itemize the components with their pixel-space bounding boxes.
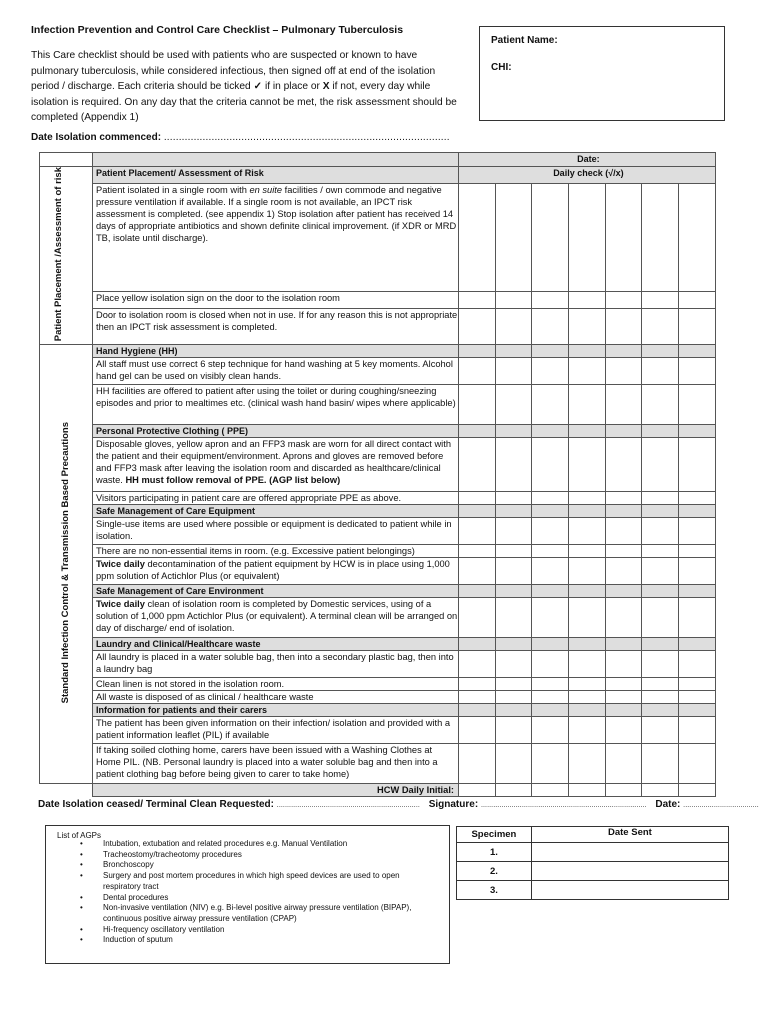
- daily-check-cell[interactable]: [495, 309, 532, 345]
- criteria-cell: [93, 717, 459, 744]
- section-header: Safe Management of Care Environment: [93, 585, 459, 598]
- daily-check-cell[interactable]: [642, 358, 679, 385]
- criteria-cell: [93, 492, 459, 505]
- daily-check-cell: [642, 585, 679, 598]
- agp-item: • Surgery and post mortem procedures in which high speed devices are used to open respiratory tract: [88, 871, 428, 892]
- daily-check-cell: [459, 505, 496, 518]
- agp-title: List of AGPs: [57, 831, 102, 840]
- daily-check-cell[interactable]: [679, 309, 716, 345]
- specimen-row-label: 2.: [457, 862, 532, 881]
- daily-check-cell[interactable]: [679, 518, 716, 545]
- daily-check-cell[interactable]: [605, 184, 642, 291]
- criteria-cell: [93, 651, 459, 678]
- daily-check-cell: [605, 638, 642, 651]
- daily-check-cell[interactable]: [569, 558, 606, 585]
- checklist-row: [40, 291, 716, 308]
- daily-check-cell[interactable]: [605, 518, 642, 545]
- daily-check-cell[interactable]: [459, 784, 496, 797]
- daily-check-cell[interactable]: [459, 651, 496, 678]
- daily-check-cell: [642, 638, 679, 651]
- daily-check-cell[interactable]: [495, 784, 532, 797]
- daily-check-cell[interactable]: [642, 438, 679, 492]
- daily-check-cell: [459, 585, 496, 598]
- daily-check-cell[interactable]: [495, 558, 532, 585]
- agp-item: • Bronchoscopy: [88, 860, 428, 871]
- daily-check-cell[interactable]: [459, 309, 496, 345]
- section-header-row: [40, 425, 716, 438]
- daily-check-cell[interactable]: [459, 691, 496, 704]
- criteria-text: There are no non-essential items in room. (e.g. Excessive patient belongings): [96, 546, 415, 557]
- daily-check-cell[interactable]: [679, 184, 716, 291]
- daily-check-cell: [495, 704, 532, 717]
- agp-list-box: [45, 825, 450, 964]
- daily-check-cell[interactable]: [495, 744, 532, 784]
- daily-check-cell[interactable]: [679, 358, 716, 385]
- criteria-cell: [93, 385, 459, 425]
- daily-check-cell[interactable]: [679, 291, 716, 308]
- daily-check-cell: [532, 585, 569, 598]
- daily-check-cell[interactable]: [605, 784, 642, 797]
- section-header-row: [40, 638, 716, 651]
- checklist-row: [40, 184, 716, 291]
- daily-check-cell[interactable]: [569, 545, 606, 558]
- tick-symbol: ✓: [253, 81, 263, 92]
- criteria-text: All staff must use correct 6 step technique for hand washing at 5 key moments. Alcohol hand gel can be used on visibly clean hands.: [96, 359, 453, 382]
- daily-check-cell: [679, 425, 716, 438]
- criteria-cell: [93, 518, 459, 545]
- daily-check-cell[interactable]: [495, 518, 532, 545]
- checklist-row: [40, 438, 716, 492]
- daily-check-cell: [495, 638, 532, 651]
- section-header: Laundry and Clinical/Healthcare waste: [93, 638, 459, 651]
- date-sent-cell[interactable]: [531, 843, 728, 862]
- section-header: Information for patients and their carers: [93, 704, 459, 717]
- criteria-cell: [93, 545, 459, 558]
- daily-check-cell[interactable]: [532, 184, 569, 291]
- specimen-table: [456, 826, 729, 900]
- daily-check-cell[interactable]: [605, 545, 642, 558]
- x-symbol: X: [322, 81, 330, 92]
- date-commenced-dots: ................................................................................................: [163, 132, 450, 143]
- daily-check-cell[interactable]: [459, 358, 496, 385]
- daily-check-cell[interactable]: [569, 492, 606, 505]
- daily-check-cell[interactable]: [569, 184, 606, 291]
- daily-check-cell[interactable]: [569, 385, 606, 425]
- criteria-text: Door to isolation room is closed when not in use. If for any reason this is not appropriate then an IPCT risk assessment is completed.: [96, 310, 458, 333]
- daily-check-cell[interactable]: [495, 184, 532, 291]
- daily-check-cell[interactable]: [459, 545, 496, 558]
- chi-label: CHI:: [491, 62, 512, 73]
- daily-check-cell[interactable]: [532, 598, 569, 638]
- criteria-emphasis: Twice daily: [96, 559, 145, 570]
- daily-check-cell: [569, 585, 606, 598]
- daily-check-cell: [679, 704, 716, 717]
- daily-check-cell[interactable]: [495, 691, 532, 704]
- daily-check-cell: [459, 704, 496, 717]
- daily-check-cell[interactable]: [605, 598, 642, 638]
- specimen-row-label: 3.: [457, 881, 532, 900]
- specimen-header: Specimen: [457, 827, 532, 843]
- patient-name-label: Patient Name:: [491, 35, 558, 46]
- daily-check-cell[interactable]: [642, 492, 679, 505]
- daily-check-cell[interactable]: [569, 358, 606, 385]
- criteria-text: Patient isolated in a single room with: [96, 185, 250, 196]
- criteria-text: All laundry is placed in a water soluble bag, then into a secondary plastic bag, then into a laundry bag: [96, 652, 454, 675]
- checklist-row: [40, 385, 716, 425]
- section-header: Personal Protective Clothing ( PPE): [93, 425, 459, 438]
- placement-header-row: [40, 167, 716, 184]
- daily-check-cell: [679, 638, 716, 651]
- hcw-initial-label: HCW Daily Initial:: [93, 784, 459, 797]
- ceased-label: Date Isolation ceased/ Terminal Clean Requested:: [38, 799, 274, 810]
- daily-check-cell[interactable]: [569, 691, 606, 704]
- checklist-row: [40, 678, 716, 691]
- checklist-row: [40, 309, 716, 345]
- daily-check-cell[interactable]: [532, 518, 569, 545]
- daily-check-cell[interactable]: [532, 558, 569, 585]
- daily-check-cell[interactable]: [569, 784, 606, 797]
- daily-check-cell[interactable]: [532, 385, 569, 425]
- daily-check-cell[interactable]: [532, 309, 569, 345]
- checklist-row: [40, 691, 716, 704]
- daily-check-cell[interactable]: [679, 492, 716, 505]
- daily-check-cell: [569, 345, 606, 358]
- daily-check-cell[interactable]: [459, 291, 496, 308]
- daily-check-cell[interactable]: [642, 678, 679, 691]
- signature-label: Signature:: [428, 799, 479, 810]
- criteria-cell: [93, 291, 459, 308]
- daily-check-cell[interactable]: [605, 691, 642, 704]
- hcw-side-blank: [40, 784, 93, 797]
- criteria-cell: [93, 358, 459, 385]
- daily-check-cell[interactable]: [569, 291, 606, 308]
- checklist-row: [40, 518, 716, 545]
- intro-text-2: if in place or: [264, 81, 320, 92]
- daily-check-cell[interactable]: [495, 291, 532, 308]
- date-sent-cell[interactable]: [531, 881, 728, 900]
- criteria-text: The patient has been given information on their infection/ isolation and provided with a patient information leaflet (PIL) if available: [96, 718, 451, 741]
- daily-check-cell: [569, 638, 606, 651]
- side-label-precautions: [40, 345, 93, 784]
- criteria-cell: [93, 744, 459, 784]
- criteria-cell: [93, 598, 459, 638]
- hcw-initial-row: [40, 784, 716, 797]
- daily-check-cell[interactable]: [495, 438, 532, 492]
- daily-check-cell: [642, 425, 679, 438]
- daily-check-cell[interactable]: [532, 291, 569, 308]
- daily-check-cell: [642, 704, 679, 717]
- daily-check-cell: [642, 505, 679, 518]
- daily-check-cell[interactable]: [679, 545, 716, 558]
- date-commenced-label: Date Isolation commenced:: [31, 132, 162, 143]
- intro-text-3: if not, every day while isolation is required. On any day that the criteria cannot be met, the risk assessment should be completed (Appendix 1): [31, 81, 457, 123]
- corner-blank: [40, 153, 93, 167]
- daily-check-cell[interactable]: [495, 492, 532, 505]
- daily-check-cell[interactable]: [459, 438, 496, 492]
- placement-header: Patient Placement/ Assessment of Risk: [93, 167, 459, 184]
- criteria-text: If taking soiled clothing home, carers have been issued with a Washing Clothes at Home PIL. (NB. Personal laundry is placed into a water soluble bag and then into a patient clothing bag before being given to carer to take home): [96, 745, 438, 780]
- daily-check-cell[interactable]: [679, 385, 716, 425]
- daily-check-cell[interactable]: [459, 717, 496, 744]
- agp-item: • Non-invasive ventilation (NIV) e.g. Bi-level positive airway pressure ventilation (BIPAP), continuous positive airway pressure ventilation (CPAP): [88, 903, 428, 924]
- criteria-cell: [93, 678, 459, 691]
- intro-text-1: This Care checklist should be used with patients who are suspected or known to have pulmonary tuberculosis, while considered infectious, then signed off at end of the isolation period / discharge. Each criteria should be ticked: [31, 50, 436, 92]
- daily-check-cell[interactable]: [642, 309, 679, 345]
- criteria-emphasis: HH must follow removal of PPE. (AGP list below): [122, 475, 341, 486]
- daily-check-cell[interactable]: [679, 678, 716, 691]
- daily-check-cell[interactable]: [532, 784, 569, 797]
- daily-check-cell[interactable]: [679, 784, 716, 797]
- daily-check-cell[interactable]: [532, 691, 569, 704]
- daily-check-cell[interactable]: [679, 651, 716, 678]
- daily-check-cell[interactable]: [605, 744, 642, 784]
- agp-item: • Dental procedures: [88, 893, 428, 904]
- daily-check-cell: [605, 585, 642, 598]
- date-row: [40, 153, 716, 167]
- date-sent-header: Date Sent: [531, 827, 728, 843]
- daily-check-cell: [495, 425, 532, 438]
- daily-check-cell[interactable]: [459, 184, 496, 291]
- daily-check-cell: [605, 505, 642, 518]
- criteria-cell: [93, 438, 459, 492]
- daily-check-cell: [459, 345, 496, 358]
- daily-check-cell[interactable]: [642, 651, 679, 678]
- criteria-text: Visitors participating in patient care are offered appropriate PPE as above.: [96, 493, 402, 504]
- daily-check-cell[interactable]: [605, 291, 642, 308]
- daily-check-cell: [569, 425, 606, 438]
- daily-check-cell: [459, 638, 496, 651]
- daily-check-cell[interactable]: [605, 438, 642, 492]
- daily-check-cell[interactable]: [495, 545, 532, 558]
- daily-check-cell: [569, 704, 606, 717]
- daily-check-cell[interactable]: [569, 309, 606, 345]
- side-label-placement: [40, 167, 93, 345]
- daily-check-cell: [605, 345, 642, 358]
- daily-check-cell[interactable]: [605, 385, 642, 425]
- daily-check-cell[interactable]: [642, 518, 679, 545]
- daily-check-cell[interactable]: [605, 309, 642, 345]
- criteria-emphasis: en suite: [249, 185, 283, 196]
- daily-check-cell[interactable]: [642, 691, 679, 704]
- criteria-text: Single-use items are used where possible or equipment is dedicated to patient while in isolation.: [96, 519, 452, 542]
- criteria-text: All waste is disposed of as clinical / healthcare waste: [96, 692, 314, 703]
- daily-check-cell[interactable]: [459, 492, 496, 505]
- date-header: Date:: [459, 153, 716, 167]
- daily-check-cell[interactable]: [605, 558, 642, 585]
- daily-check-cell[interactable]: [642, 717, 679, 744]
- daily-check-cell: [569, 505, 606, 518]
- section-header-row: [40, 585, 716, 598]
- daily-check-cell[interactable]: [679, 558, 716, 585]
- daily-check-cell[interactable]: [679, 744, 716, 784]
- agp-item: • Induction of sputum: [88, 935, 428, 946]
- criteria-text: decontamination of the patient equipment by HCW is in place using 1,000 ppm solution of Actichlor Plus (or equivalent): [96, 559, 450, 582]
- daily-check-cell[interactable]: [569, 518, 606, 545]
- daily-check-cell: [679, 505, 716, 518]
- daily-check-cell[interactable]: [459, 678, 496, 691]
- daily-check-cell: [532, 704, 569, 717]
- checklist-row: [40, 545, 716, 558]
- criteria-text: facilities / own commode and negative pressure ventilation if available. If a single room is not available, an IPCT risk assessment is completed. (see appendix 1) Stop isolation after patient has received 14 days of appropriate antibiotics and shown definite clinical improvement. (if XDR or MRD TB, isolate until discharge).: [96, 185, 457, 244]
- checklist-row: [40, 558, 716, 585]
- daily-check-cell: [495, 345, 532, 358]
- daily-check-cell[interactable]: [495, 717, 532, 744]
- daily-check-cell[interactable]: [605, 717, 642, 744]
- agp-item: • Tracheostomy/tracheotomy procedures: [88, 850, 428, 861]
- daily-check-cell[interactable]: [569, 744, 606, 784]
- intro-paragraph: [31, 48, 466, 126]
- daily-check-cell[interactable]: [642, 744, 679, 784]
- daily-check-cell[interactable]: [459, 744, 496, 784]
- specimen-row-label: 1.: [457, 843, 532, 862]
- daily-check-cell: [532, 345, 569, 358]
- daily-check-cell[interactable]: [569, 678, 606, 691]
- section-header: Safe Management of Care Equipment: [93, 505, 459, 518]
- daily-check-cell[interactable]: [532, 438, 569, 492]
- checklist-table: [39, 152, 716, 797]
- criteria-cell: [93, 309, 459, 345]
- ceased-dots: ......................................................................: [276, 802, 420, 809]
- daily-check-cell: [605, 425, 642, 438]
- checklist-row: [40, 598, 716, 638]
- daily-check-cell: [459, 425, 496, 438]
- criteria-text: HH facilities are offered to patient after using the toilet or during coughing/sneezing episodes and prior to mealtimes etc. (clinical wash hand basin/ wipes where applicable): [96, 386, 456, 409]
- daily-check-cell[interactable]: [532, 744, 569, 784]
- daily-check-cell[interactable]: [495, 385, 532, 425]
- daily-check-cell: [679, 345, 716, 358]
- daily-check-cell[interactable]: [459, 558, 496, 585]
- daily-check-cell[interactable]: [532, 717, 569, 744]
- daily-check-cell[interactable]: [459, 518, 496, 545]
- checklist-row: [40, 651, 716, 678]
- criteria-text: clean of isolation room is completed by Domestic services, using of a solution of 1,000 ppm Actichlor Plus (or equivalent). A terminal clean will be arranged on day of discharge/ end of isolation.: [96, 599, 458, 634]
- date-row-blank: [93, 153, 459, 167]
- daily-check-cell[interactable]: [605, 651, 642, 678]
- section-header-row: [40, 345, 716, 358]
- daily-check-cell[interactable]: [495, 598, 532, 638]
- signature-dots: .................................................................................: [480, 802, 647, 809]
- criteria-emphasis: Twice daily: [96, 599, 145, 610]
- daily-check-cell[interactable]: [642, 385, 679, 425]
- daily-check-cell[interactable]: [642, 784, 679, 797]
- daily-check-cell[interactable]: [679, 691, 716, 704]
- isolation-ceased-line[interactable]: [38, 799, 759, 810]
- date-sent-cell[interactable]: [531, 862, 728, 881]
- daily-check-cell: [532, 638, 569, 651]
- daily-check-cell[interactable]: [605, 492, 642, 505]
- daily-check-cell[interactable]: [642, 545, 679, 558]
- ceased-date-dots: .....................................: [683, 802, 759, 809]
- daily-check-cell[interactable]: [459, 598, 496, 638]
- date-commenced[interactable]: [31, 132, 450, 143]
- criteria-cell: [93, 691, 459, 704]
- daily-check-cell[interactable]: [532, 545, 569, 558]
- daily-check-cell[interactable]: [532, 651, 569, 678]
- daily-check-cell[interactable]: [679, 598, 716, 638]
- checklist-row: [40, 492, 716, 505]
- daily-check-cell: [532, 505, 569, 518]
- daily-check-header: Daily check (√/x): [459, 167, 716, 184]
- daily-check-cell[interactable]: [679, 717, 716, 744]
- side-label-text: Patient Placement /Assessment of risk: [53, 167, 64, 342]
- daily-check-cell[interactable]: [569, 438, 606, 492]
- criteria-text: Place yellow isolation sign on the door to the isolation room: [96, 292, 340, 303]
- daily-check-cell[interactable]: [495, 651, 532, 678]
- daily-check-cell[interactable]: [605, 678, 642, 691]
- daily-check-cell[interactable]: [532, 492, 569, 505]
- daily-check-cell: [495, 505, 532, 518]
- agp-list: [88, 839, 428, 946]
- criteria-cell: [93, 558, 459, 585]
- criteria-text: Disposable gloves, yellow apron and an FFP3 mask are worn for all direct contact with the patient and their equipment/environment. Aprons and gloves are removed before and FFP3 mask after leaving the isolation room and discarded as healthcare/clinical waste.: [96, 439, 451, 486]
- daily-check-cell: [679, 585, 716, 598]
- agp-item: • Hi-frequency oscillatory ventilation: [88, 925, 428, 936]
- criteria-text: Clean linen is not stored in the isolation room.: [96, 679, 285, 690]
- daily-check-cell[interactable]: [459, 385, 496, 425]
- daily-check-cell[interactable]: [532, 678, 569, 691]
- checklist-row: [40, 717, 716, 744]
- daily-check-cell[interactable]: [569, 717, 606, 744]
- ceased-date-label: Date:: [655, 799, 681, 810]
- daily-check-cell: [532, 425, 569, 438]
- daily-check-cell: [605, 704, 642, 717]
- daily-check-cell[interactable]: [642, 598, 679, 638]
- criteria-cell: [93, 184, 459, 291]
- daily-check-cell[interactable]: [569, 598, 606, 638]
- daily-check-cell[interactable]: [679, 438, 716, 492]
- daily-check-cell[interactable]: [642, 184, 679, 291]
- patient-details-box[interactable]: [479, 26, 725, 121]
- document-title: Infection Prevention and Control Care Checklist – Pulmonary Tuberculosis: [31, 24, 404, 36]
- agp-item: • Intubation, extubation and related procedures e.g. Manual Ventilation: [88, 839, 428, 850]
- daily-check-cell[interactable]: [569, 651, 606, 678]
- daily-check-cell: [642, 345, 679, 358]
- daily-check-cell[interactable]: [642, 291, 679, 308]
- daily-check-cell[interactable]: [605, 358, 642, 385]
- section-header-row: [40, 704, 716, 717]
- daily-check-cell[interactable]: [532, 358, 569, 385]
- side-label-text: Standard Infection Control & Transmission Based Precautions: [60, 422, 71, 704]
- daily-check-cell[interactable]: [495, 358, 532, 385]
- checklist-row: [40, 358, 716, 385]
- daily-check-cell: [495, 585, 532, 598]
- daily-check-cell[interactable]: [642, 558, 679, 585]
- checklist-row: [40, 744, 716, 784]
- section-header: Hand Hygiene (HH): [93, 345, 459, 358]
- section-header-row: [40, 505, 716, 518]
- daily-check-cell[interactable]: [495, 678, 532, 691]
